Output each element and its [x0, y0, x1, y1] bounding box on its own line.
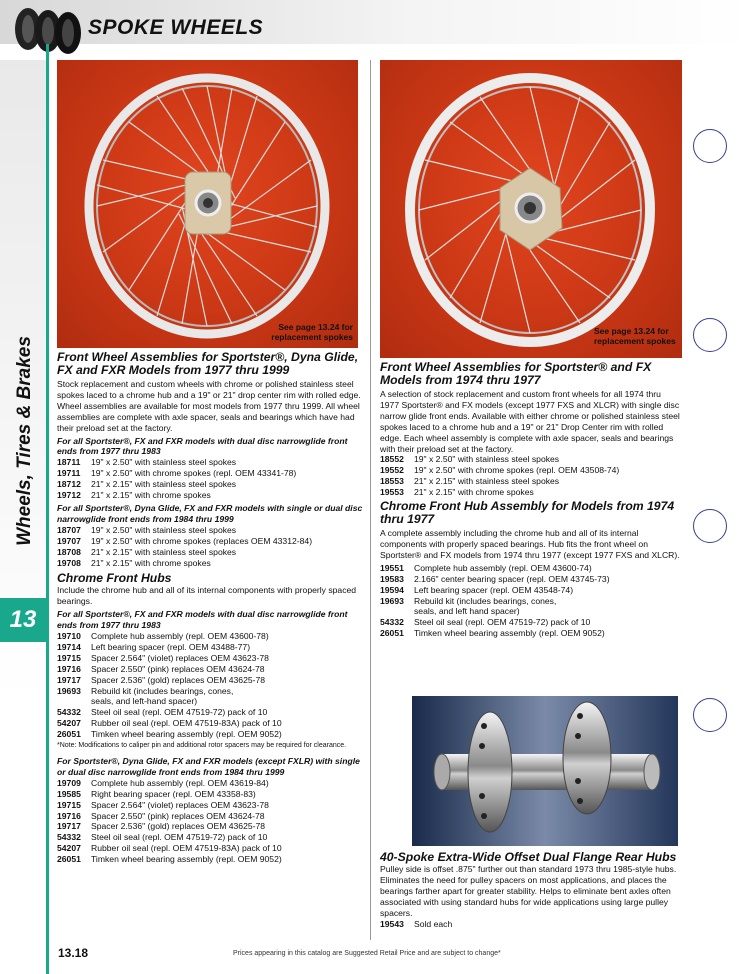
- part-desc: 19" x 2.50" with chrome spokes (repl. OEM 43508-74): [414, 465, 620, 476]
- part-desc: 21" x 2.15" with stainless steel spokes: [91, 546, 237, 557]
- part-desc: 21" x 2.15" with stainless steel spokes: [91, 479, 237, 490]
- left-column: [57, 351, 363, 865]
- part-desc: Complete hub assembly (repl. OEM 43600-78): [91, 631, 269, 642]
- part-number: 26051: [380, 628, 404, 639]
- part-number: 19716: [57, 810, 81, 821]
- part-desc: Rubber oil seal (repl. OEM 47519-83A) pack of 10: [91, 843, 282, 854]
- part-number: 54207: [57, 843, 81, 854]
- part-desc: Spacer 2.564" (violet) replaces OEM 43623-78: [91, 652, 269, 663]
- part-number: 19710: [57, 631, 81, 642]
- spokes-caption-left: See page 13.24 for replacement spokes: [271, 322, 353, 342]
- list-item: [380, 476, 680, 487]
- part-number: 18552: [380, 454, 404, 465]
- list-item: [57, 468, 363, 479]
- part-desc: 19" x 2.50" with chrome spokes (repl. OEM 43341-78): [91, 468, 297, 479]
- page-number: 13.18: [58, 946, 89, 960]
- section-label: Wheels, Tires & Brakes: [14, 336, 35, 546]
- sidebar-accent-line: [46, 44, 49, 974]
- part-number: 19693: [57, 685, 81, 696]
- rear-hub-icon: [412, 696, 678, 846]
- list-item: [380, 465, 680, 476]
- part-desc: Spacer 2.536" (gold) replaces OEM 43625-78: [91, 821, 266, 832]
- part-desc: Spacer 2.536" (gold) replaces OEM 43625-78: [91, 674, 266, 685]
- part-number: 18712: [57, 479, 81, 490]
- list-item: [57, 547, 363, 558]
- list-item: [380, 919, 680, 930]
- section-title: 40-Spoke Extra-Wide Offset Dual Flange Rear Hubs: [380, 850, 677, 864]
- footnote: *Note: Modifications to caliper pin and additional rotor spacers may be required for clearance.: [57, 742, 347, 750]
- part-number: 54207: [57, 718, 81, 729]
- part-number: 19715: [57, 652, 81, 663]
- part-desc: Rebuild kit (includes bearings, cones, seals, and left-hand spacer): [91, 685, 234, 707]
- list-item: [380, 487, 680, 498]
- part-desc: 19" x 2.50" with stainless steel spokes: [414, 454, 560, 465]
- part-desc: 21" x 2.15" with stainless steel spokes: [414, 476, 560, 487]
- list-item: [57, 457, 363, 468]
- section-intro: Include the chrome hub and all of its internal components with properly spaced bearings.: [57, 585, 357, 607]
- part-number: 19709: [57, 777, 81, 788]
- part-number: 54332: [57, 832, 81, 843]
- binder-hole-icon: [693, 129, 727, 163]
- section-title: Front Wheel Assemblies for Sportster®, Dyna Glide, FX and FXR Models from 1977 thru 1999: [57, 350, 359, 377]
- list-item: [57, 811, 363, 822]
- wheel-photo-left: [57, 60, 358, 348]
- group-heading: For all Sportster®, FX and FXR models with dual disc narrowglide front ends from 1977 thru 1983: [57, 609, 348, 631]
- page-title: SPOKE WHEELS: [88, 16, 264, 39]
- part-desc: Rebuild kit (includes bearings, cones, seals, and left hand spacer): [414, 595, 557, 617]
- rear-hub-photo: [412, 696, 678, 846]
- part-number: 19717: [57, 674, 81, 685]
- list-item: [380, 585, 680, 596]
- group-heading: For Sportster®, Dyna Glide, FX and FXR models (except FXLR) with single or dual disc narrowglide front ends from 1984 thru 1999: [57, 756, 360, 777]
- tires-icon: [12, 5, 86, 57]
- part-desc: Left bearing spacer (repl. OEM 43488-77): [91, 641, 251, 652]
- part-number: 19693: [380, 595, 404, 606]
- part-number: 19711: [57, 468, 81, 479]
- list-item: [57, 664, 363, 675]
- price-disclaimer: Prices appearing in this catalog are Suggested Retail Price and are subject to change*: [233, 950, 501, 957]
- part-desc: 19" x 2.50" with stainless steel spokes: [91, 524, 237, 535]
- part-number: 26051: [57, 729, 81, 740]
- list-item: [380, 454, 680, 465]
- part-number: 19712: [57, 490, 81, 501]
- list-item: [57, 631, 363, 642]
- part-number: 19583: [380, 573, 404, 584]
- part-number: 19707: [57, 535, 81, 546]
- list-item: [57, 707, 363, 718]
- part-number: 19543: [380, 918, 404, 929]
- list-item: [57, 843, 363, 854]
- section-intro: A selection of stock replacement and custom front wheels for all 1974 thru 1977 Sportster® and FX models (except 1977 FXS and XLCR) with single disc narrow glide front ends. Available with either chrome or polished stainless steel spokes laced to a chrome hub and a 19" or 21" Drop Center rim with rolled edge. Each wheel assembly is complete with axle spacer, seals and bearings with their preload set at the factory.: [380, 389, 680, 454]
- binder-hole-icon: [693, 318, 727, 352]
- list-item: [57, 729, 363, 740]
- part-desc: Spacer 2.564" (violet) replaces OEM 43623-78: [91, 799, 269, 810]
- part-number: 19714: [57, 641, 81, 652]
- part-desc: 21" x 2.15" with chrome spokes: [91, 490, 211, 501]
- part-number: 54332: [57, 707, 81, 718]
- part-number: 19551: [380, 562, 404, 573]
- part-number: 19585: [57, 788, 81, 799]
- part-number: 19715: [57, 799, 81, 810]
- part-desc: 21" x 2.15" with chrome spokes: [91, 557, 211, 568]
- part-desc: Spacer 2.550" (pink) replaces OEM 43624-78: [91, 810, 265, 821]
- list-item: [57, 490, 363, 501]
- section-intro: Pulley side is offset .875" further out than standard 1973 thru 1985-style hubs. Eliminates the need for pulley spacers on most applications, and places the bearings farther apart for greater stability. Helps to eliminate bent axles often associated with using standard hubs for wide applications using large pulley spacers.: [380, 864, 677, 918]
- binder-hole-icon: [693, 509, 727, 543]
- list-item: [57, 778, 363, 789]
- part-number: 18553: [380, 476, 404, 487]
- part-desc: Rubber oil seal (repl. OEM 47519-83A) pack of 10: [91, 718, 282, 729]
- section-title: Chrome Front Hubs: [57, 571, 172, 586]
- list-item: [57, 536, 363, 547]
- list-item: [57, 642, 363, 653]
- section-title: Chrome Front Hub Assembly for Models from 1974 thru 1977: [380, 499, 675, 527]
- list-item: [57, 789, 363, 800]
- part-number: 19716: [57, 663, 81, 674]
- list-item: [57, 558, 363, 569]
- right-column: [380, 361, 680, 639]
- chapter-tab: 13: [0, 598, 46, 642]
- part-number: 19594: [380, 584, 404, 595]
- part-number: 18711: [57, 457, 81, 468]
- section-intro: A complete assembly including the chrome hub and all of its internal components with properly spaced bearings. Hub fits the front wheel on Sportster® and FX models from 1974 thru 1977 (except 1977 FXS and XLCR).: [380, 528, 680, 560]
- part-desc: Steel oil seal (repl. OEM 47519-72) pack of 10: [91, 832, 268, 843]
- part-number: 19717: [57, 821, 81, 832]
- list-item: [57, 832, 363, 843]
- wheel-right-icon: [380, 60, 682, 358]
- list-item: [380, 563, 680, 574]
- part-desc: Timken wheel bearing assembly (repl. OEM 9052): [414, 628, 605, 639]
- part-number: 26051: [57, 854, 81, 865]
- list-item: [380, 617, 680, 628]
- list-item: [380, 574, 680, 585]
- binder-hole-icon: [693, 698, 727, 732]
- part-desc: Right bearing spacer (repl. OEM 43358-83): [91, 788, 256, 799]
- list-item: [57, 653, 363, 664]
- part-desc: Steel oil seal (repl. OEM 47519-72) pack of 10: [414, 617, 591, 628]
- part-desc: Timken wheel bearing assembly (repl. OEM 9052): [91, 729, 282, 740]
- part-desc: 2.166" center bearing spacer (repl. OEM 43745-73): [414, 573, 610, 584]
- column-divider: [370, 60, 371, 940]
- part-number: 19708: [57, 557, 81, 568]
- list-item: [57, 675, 363, 686]
- spokes-caption-right: See page 13.24 for replacement spokes: [594, 326, 676, 346]
- list-item: [57, 479, 363, 490]
- list-item: [57, 854, 363, 865]
- list-item: [57, 525, 363, 536]
- rear-hub-section: [380, 851, 680, 929]
- part-desc: Spacer 2.550" (pink) replaces OEM 43624-78: [91, 663, 265, 674]
- part-number: 19552: [380, 465, 404, 476]
- part-number: 18707: [57, 524, 81, 535]
- part-number: 19553: [380, 487, 404, 498]
- part-desc: Steel oil seal (repl. OEM 47519-72) pack of 10: [91, 707, 268, 718]
- group-heading: For all Sportster®, Dyna Glide, FX and FXR models with single or dual disc narrowglide front ends from 1984 thru 1999: [57, 502, 363, 524]
- list-item: [57, 800, 363, 811]
- list-item: [380, 596, 680, 618]
- part-number: 54332: [380, 617, 404, 628]
- wheel-left-icon: [57, 60, 358, 348]
- part-desc: Complete hub assembly (repl. OEM 43619-84): [91, 777, 269, 788]
- part-desc: Complete hub assembly (repl. OEM 43600-74): [414, 562, 592, 573]
- part-desc: 21" x 2.15" with chrome spokes: [414, 487, 534, 498]
- part-number: 18708: [57, 546, 81, 557]
- group-heading: For all Sportster®, FX and FXR models with dual disc narrowglide front ends from 1977 thru 1983: [57, 435, 348, 457]
- list-item: [57, 821, 363, 832]
- list-item: [380, 628, 680, 639]
- list-item: [57, 718, 363, 729]
- part-desc: Left bearing spacer (repl. OEM 43548-74): [414, 584, 574, 595]
- section-title: Front Wheel Assemblies for Sportster® and FX Models from 1974 thru 1977: [380, 360, 652, 387]
- section-intro: Stock replacement and custom wheels with chrome or polished stainless steel spokes laced to a chrome hub and a 19" or 21" drop center rim with rolled edge. Wheel assemblies are available for most models from 1977 thru 1999. All wheel assemblies are complete with axle spacer, seals and bearings which have had their preload set at the factory.: [57, 379, 361, 433]
- part-desc: 19" x 2.50" with stainless steel spokes: [91, 457, 237, 468]
- wheel-photo-right: [380, 60, 682, 358]
- part-desc: Timken wheel bearing assembly (repl. OEM 9052): [91, 854, 282, 865]
- part-desc: Sold each: [414, 918, 453, 929]
- part-desc: 19" x 2.50" with chrome spokes (replaces OEM 43312-84): [91, 535, 313, 546]
- list-item: [57, 686, 363, 708]
